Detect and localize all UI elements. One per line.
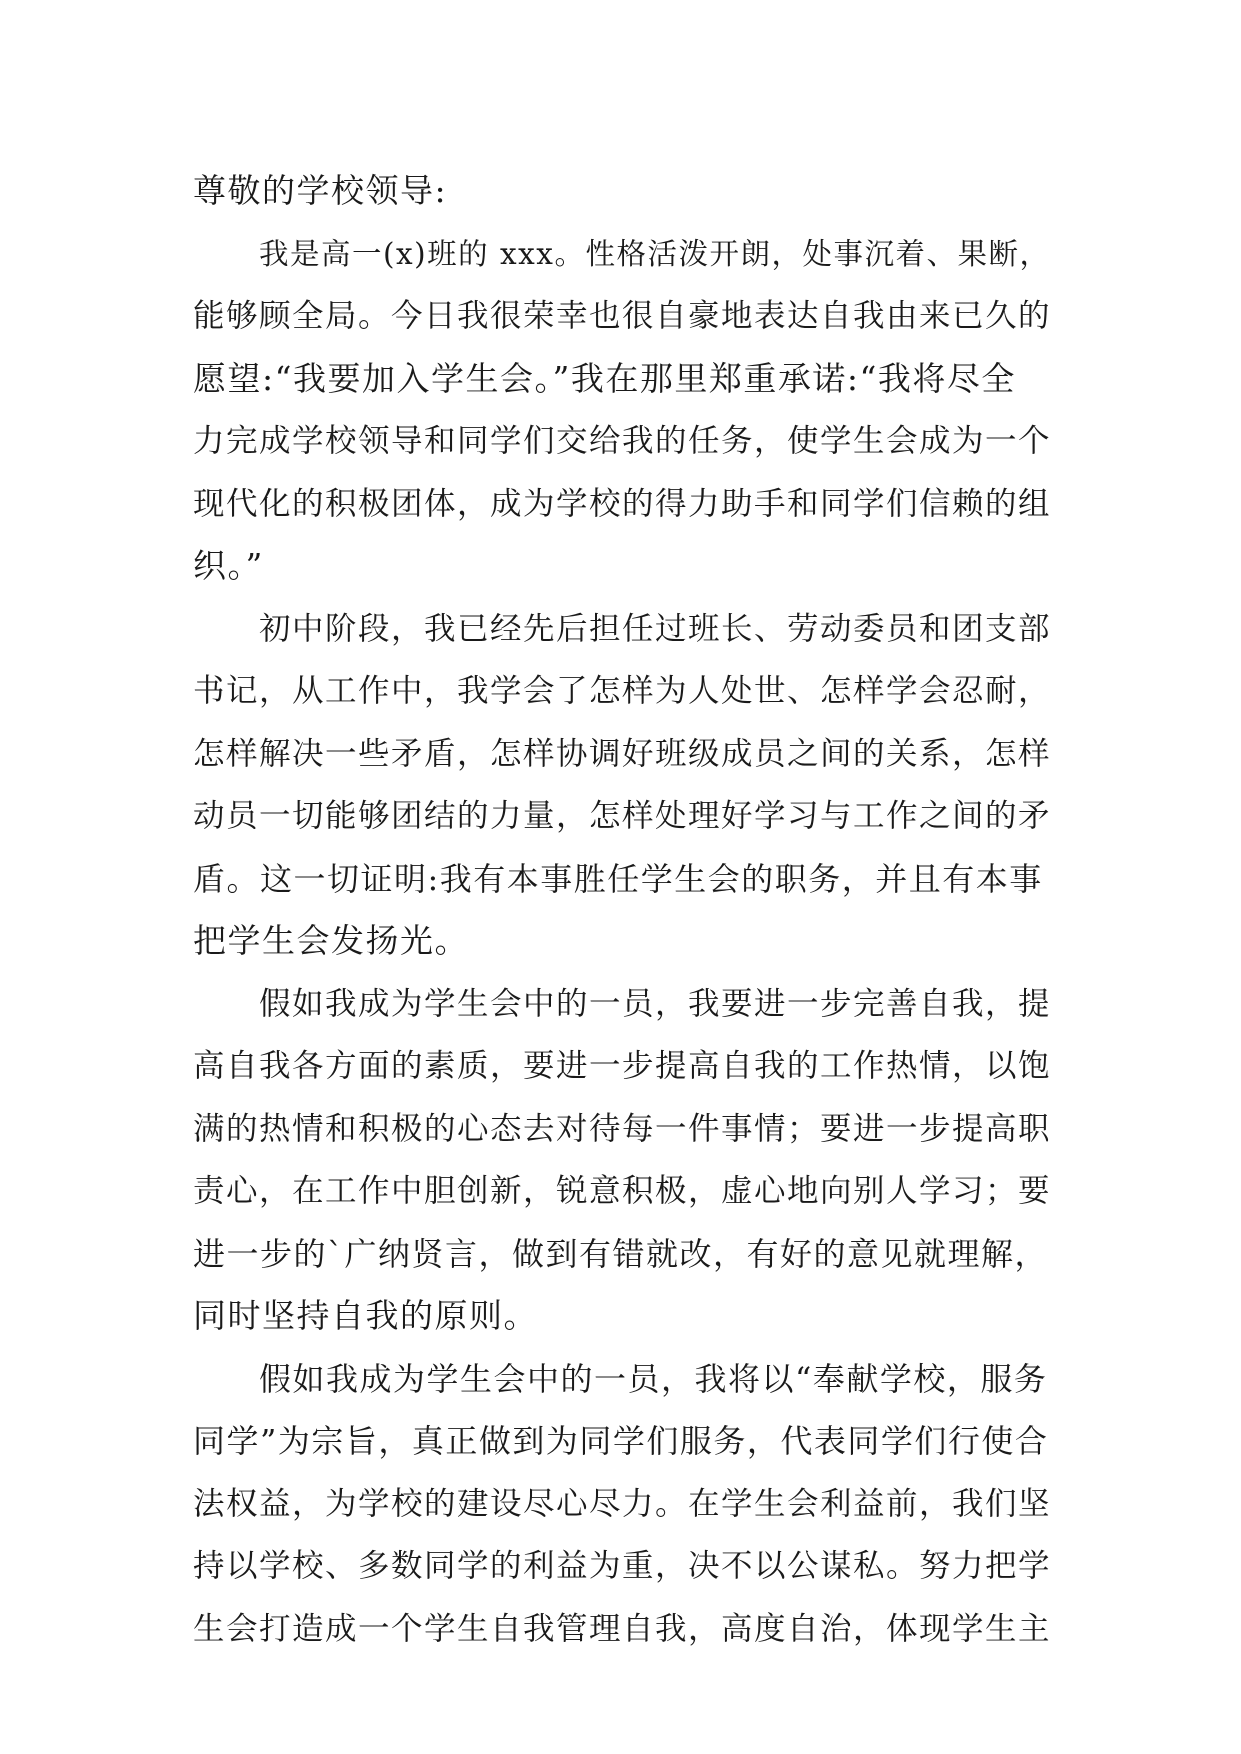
body-text-line: 织。” — [193, 546, 264, 585]
salutation-line: 尊敬的学校领导: — [193, 171, 448, 210]
body-text-line: 责心，在工作中胆创新，锐意积极，虚心地向别人学习；要 — [193, 1173, 1052, 1209]
body-text-line: 满的热情和积极的心态去对待每一件事情；要进一步提高职 — [193, 1110, 1052, 1147]
body-text-line: 同时坚持自我的原则。 — [193, 1296, 538, 1335]
body-text-line: 法权益，为学校的建设尽心尽力。在学生会利益前，我们坚 — [193, 1485, 1052, 1522]
body-text-line: 进一步的`广纳贤言，做到有错就改，有好的意见就理解， — [193, 1234, 1049, 1273]
body-text-line: 假如我成为学生会中的一员，我将以“奉献学校，服务 — [259, 1359, 1048, 1398]
body-text-line: 书记，从工作中，我学会了怎样为人处世、怎样学会忍耐， — [193, 673, 1052, 709]
body-text-line: 假如我成为学生会中的一员，我要进一步完善自我，提 — [259, 985, 1052, 1022]
body-text-line: 愿望:“我要加入学生会。”我在那里郑重承诺:“我将尽全 — [193, 358, 1016, 398]
body-text-line: 怎样解决一些矛盾，怎样协调好班级成员之间的关系，怎样 — [193, 735, 1052, 772]
body-text-line: 把学生会发扬光。 — [193, 921, 469, 960]
body-text-line: 初中阶段，我已经先后担任过班长、劳动委员和团支部 — [259, 610, 1052, 647]
body-text-line: 动员一切能够团结的力量，怎样处理好学习与工作之间的矛 — [193, 798, 1052, 834]
body-text-line: 盾。这一切证明:我有本事胜任学生会的职务，并且有本事 — [193, 859, 1043, 898]
body-text-line: 同学”为宗旨，真正做到为同学们服务，代表同学们行使合 — [193, 1422, 1049, 1460]
body-text-line: 生会打造成一个学生自我管理自我，高度自治，体现学生主 — [193, 1610, 1052, 1647]
document-body — [193, 160, 1053, 1660]
body-text-line: 能够顾全局。今日我很荣幸也很自豪地表达自我由来已久的 — [193, 298, 1052, 334]
body-text-line: 高自我各方面的素质，要进一步提高自我的工作热情，以饱 — [193, 1048, 1052, 1084]
body-text-line: 现代化的积极团体，成为学校的得力助手和同学们信赖的组 — [193, 485, 1052, 522]
body-text-line: 我是高一(x)班的 xxx。性格活泼开朗，处事沉着、果断， — [259, 236, 1051, 271]
body-text-line: 持以学校、多数同学的利益为重，决不以公谋私。努力把学 — [193, 1548, 1052, 1584]
body-text-line: 力完成学校领导和同学们交给我的任务，使学生会成为一个 — [193, 423, 1052, 459]
